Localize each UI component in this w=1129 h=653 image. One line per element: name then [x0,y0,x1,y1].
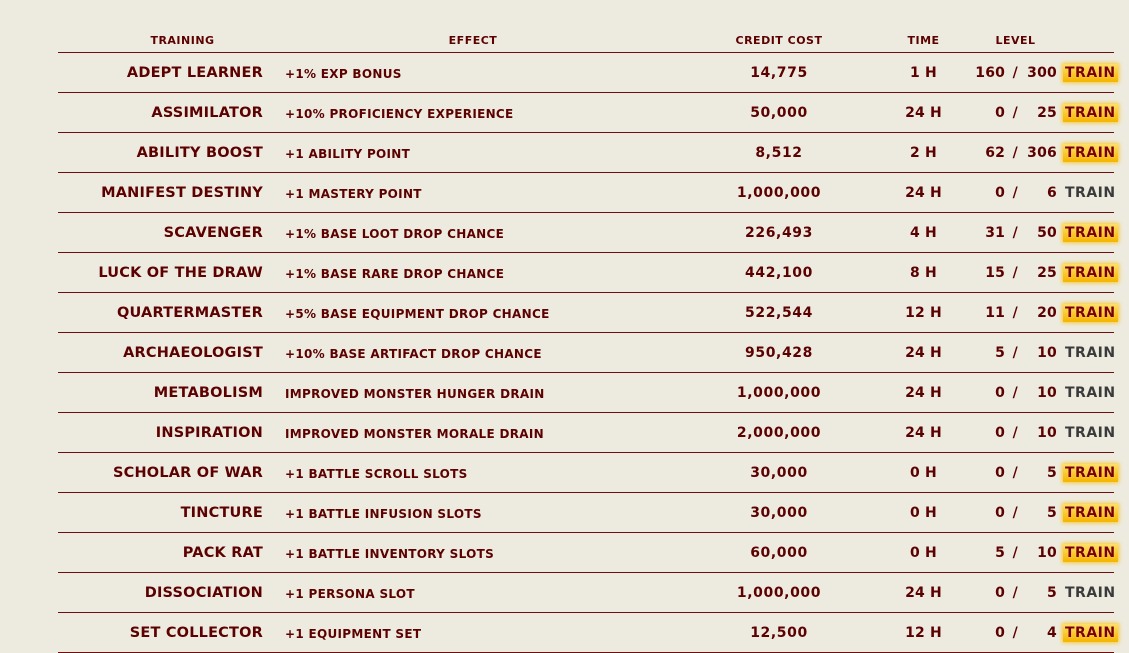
level-separator: / [1012,464,1018,481]
training-credit-cost: 1,000,000 [736,584,822,601]
train-button[interactable]: TRAIN [1065,464,1116,481]
training-action-cell [1063,184,1114,202]
training-effect: +1 BATTLE INVENTORY SLOTS [285,547,495,561]
training-name: MANIFEST DESTINY [101,184,263,201]
training-effect: +1 EQUIPMENT SET [285,627,422,641]
train-button[interactable]: TRAIN [1065,544,1116,561]
training-level [968,385,1063,401]
table-row [58,573,1114,613]
training-level [968,105,1063,121]
level-max: 10 [1037,544,1057,561]
training-level [968,225,1063,241]
train-button[interactable]: TRAIN [1065,264,1116,281]
training-credit-cost: 12,500 [750,624,808,641]
level-max: 5 [1047,504,1057,521]
training-action-cell [1063,504,1114,522]
training-name: SCHOLAR OF WAR [112,464,263,481]
training-effect: +1 BATTLE SCROLL SLOTS [285,467,468,481]
training-action-cell [1063,624,1114,642]
training-action-cell [1063,424,1114,442]
training-level [968,305,1063,321]
level-max: 6 [1047,184,1057,201]
table-row [58,533,1114,573]
train-button: TRAIN [1065,424,1116,441]
training-effect: +10% PROFICIENCY EXPERIENCE [285,107,514,121]
training-name: TINCTURE [180,504,263,521]
training-effect: +1 BATTLE INFUSION SLOTS [285,507,482,521]
table-row [58,213,1114,253]
table-row [58,493,1114,533]
table-row [58,293,1114,333]
training-level [968,345,1063,361]
training-effect: +1 ABILITY POINT [285,147,411,161]
level-current: 62 [985,144,1006,161]
training-name: PACK RAT [182,544,263,561]
train-button[interactable]: TRAIN [1065,64,1116,81]
level-max: 10 [1037,384,1057,401]
training-action-cell [1063,224,1114,242]
training-name: INSPIRATION [155,424,263,441]
level-separator: / [1012,224,1018,241]
training-action-cell [1063,304,1114,322]
level-current: 15 [985,264,1006,281]
level-separator: / [1012,384,1018,401]
level-current: 0 [995,104,1006,121]
training-action-cell [1063,344,1114,362]
level-max: 5 [1047,584,1057,601]
header-level: LEVEL [995,33,1036,47]
training-action-cell [1063,64,1114,82]
training-time: 0 H [910,504,937,521]
training-time: 24 H [905,424,942,441]
training-action-cell [1063,264,1114,282]
training-name: ADEPT LEARNER [126,64,263,81]
training-credit-cost: 442,100 [745,264,813,281]
level-max: 50 [1037,224,1057,241]
training-name: ARCHAEOLOGIST [123,344,263,361]
training-name: SCAVENGER [163,224,263,241]
training-effect: +1% BASE RARE DROP CHANCE [285,267,505,281]
training-name: ASSIMILATOR [151,104,263,121]
training-time: 12 H [905,624,942,641]
level-max: 25 [1037,104,1057,121]
training-level [968,505,1063,521]
train-button[interactable]: TRAIN [1065,144,1116,161]
level-max: 4 [1047,624,1057,641]
training-time: 8 H [910,264,937,281]
training-level [968,145,1063,161]
level-current: 0 [995,424,1006,441]
level-max: 306 [1027,144,1057,161]
training-time: 24 H [905,184,942,201]
training-action-cell [1063,384,1114,402]
level-current: 5 [995,544,1006,561]
train-button[interactable]: TRAIN [1065,504,1116,521]
table-row [58,93,1114,133]
training-level [968,585,1063,601]
level-current: 5 [995,344,1006,361]
training-credit-cost: 50,000 [750,104,808,121]
training-time: 2 H [910,144,937,161]
training-name: QUARTERMASTER [116,304,263,321]
training-credit-cost: 8,512 [755,144,803,161]
table-row [58,413,1114,453]
level-current: 0 [995,184,1006,201]
level-current: 31 [985,224,1006,241]
train-button[interactable]: TRAIN [1065,224,1116,241]
training-level [968,545,1063,561]
training-level [968,265,1063,281]
training-effect: +1% BASE LOOT DROP CHANCE [285,227,505,241]
training-credit-cost: 14,775 [750,64,808,81]
level-separator: / [1012,144,1018,161]
training-action-cell [1063,584,1114,602]
training-level [968,625,1063,641]
level-current: 0 [995,464,1006,481]
training-level [968,425,1063,441]
training-effect: +1 MASTERY POINT [285,187,422,201]
train-button[interactable]: TRAIN [1065,304,1116,321]
training-name: LUCK OF THE DRAW [98,264,263,281]
training-name: ABILITY BOOST [136,144,263,161]
level-max: 5 [1047,464,1057,481]
training-time: 0 H [910,544,937,561]
training-time: 24 H [905,584,942,601]
training-credit-cost: 60,000 [750,544,808,561]
training-credit-cost: 2,000,000 [736,424,822,441]
level-current: 160 [975,64,1006,81]
level-current: 0 [995,384,1006,401]
level-current: 0 [995,504,1006,521]
training-action-cell [1063,464,1114,482]
training-credit-cost: 950,428 [745,344,813,361]
training-time: 12 H [905,304,942,321]
training-action-cell [1063,544,1114,562]
training-effect: +1% EXP BONUS [285,67,402,81]
level-separator: / [1012,504,1018,521]
table-body [58,53,1114,653]
table-row [58,173,1114,213]
training-credit-cost: 1,000,000 [736,384,822,401]
level-separator: / [1012,184,1018,201]
training-table [58,28,1114,653]
level-current: 0 [995,584,1006,601]
table-row [58,53,1114,93]
training-time: 24 H [905,384,942,401]
training-time: 1 H [910,64,937,81]
training-effect: IMPROVED MONSTER MORALE DRAIN [285,427,544,441]
train-button: TRAIN [1065,584,1116,601]
level-current: 0 [995,624,1006,641]
table-row [58,373,1114,413]
training-effect: +1 PERSONA SLOT [285,587,415,601]
training-effect: +10% BASE ARTIFACT DROP CHANCE [285,347,542,361]
table-row [58,613,1114,653]
training-credit-cost: 522,544 [745,304,813,321]
header-credit-cost: CREDIT COST [735,33,823,47]
training-effect: +5% BASE EQUIPMENT DROP CHANCE [285,307,550,321]
training-time: 0 H [910,464,937,481]
level-max: 20 [1037,304,1057,321]
table-row [58,453,1114,493]
train-button[interactable]: TRAIN [1065,624,1116,641]
level-separator: / [1012,544,1018,561]
header-training: TRAINING [150,33,215,47]
train-button[interactable]: TRAIN [1065,104,1116,121]
train-button: TRAIN [1065,344,1116,361]
training-time: 4 H [910,224,937,241]
level-separator: / [1012,584,1018,601]
training-name: METABOLISM [153,384,263,401]
level-separator: / [1012,264,1018,281]
training-name: DISSOCIATION [144,584,263,601]
header-effect: EFFECT [448,33,498,47]
training-credit-cost: 226,493 [745,224,813,241]
level-separator: / [1012,424,1018,441]
training-effect: IMPROVED MONSTER HUNGER DRAIN [285,387,545,401]
level-separator: / [1012,624,1018,641]
training-action-cell [1063,104,1114,122]
training-time: 24 H [905,104,942,121]
training-credit-cost: 30,000 [750,464,808,481]
level-separator: / [1012,104,1018,121]
training-action-cell [1063,144,1114,162]
table-row [58,253,1114,293]
header-time: TIME [907,33,940,47]
level-max: 300 [1027,64,1057,81]
level-current: 11 [985,304,1006,321]
training-level [968,465,1063,481]
level-separator: / [1012,344,1018,361]
level-max: 10 [1037,344,1057,361]
train-button: TRAIN [1065,184,1116,201]
table-header [58,28,1114,53]
training-name: SET COLLECTOR [129,624,263,641]
training-credit-cost: 1,000,000 [736,184,822,201]
level-separator: / [1012,304,1018,321]
training-time: 24 H [905,344,942,361]
level-separator: / [1012,64,1018,81]
table-row [58,133,1114,173]
train-button: TRAIN [1065,384,1116,401]
training-credit-cost: 30,000 [750,504,808,521]
level-max: 10 [1037,424,1057,441]
table-row [58,333,1114,373]
level-max: 25 [1037,264,1057,281]
training-level [968,185,1063,201]
training-level [968,65,1063,81]
